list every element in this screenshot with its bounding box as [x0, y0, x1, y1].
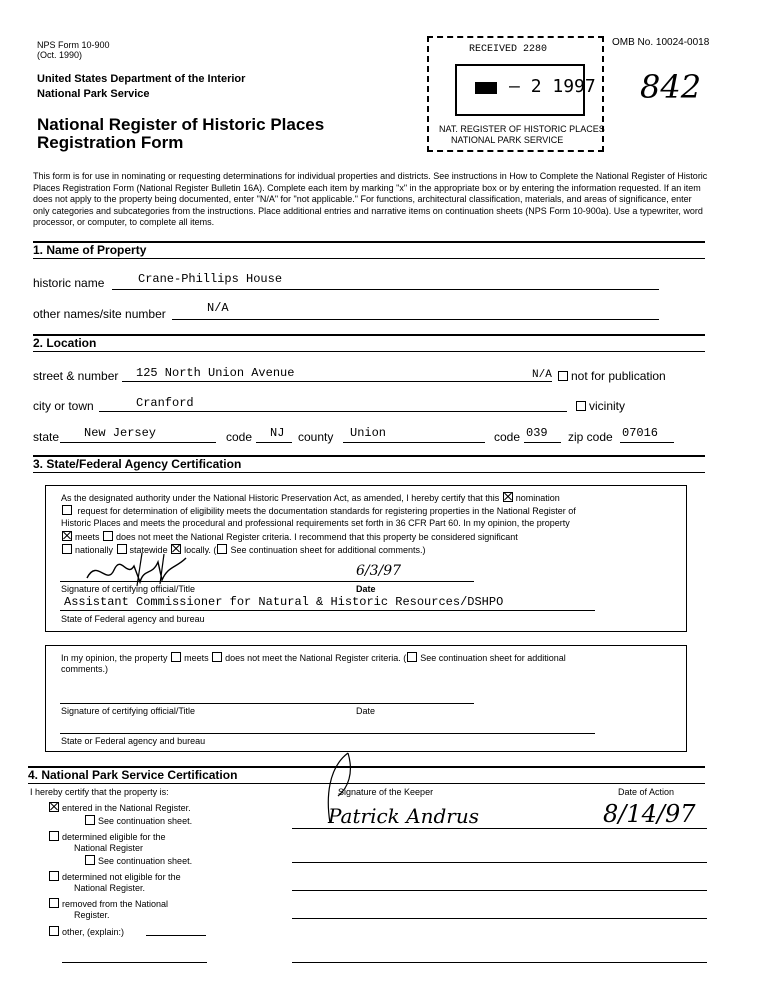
cert-line1: As the designated authority under the National Historic Preservation Act, as amended, I hereby certify that this [61, 493, 500, 503]
locally-label: locally. ( [184, 545, 217, 555]
department: United States Department of the Interior [37, 73, 246, 85]
other-names-value[interactable]: N/A [207, 301, 229, 315]
entered-continuation-label: See continuation sheet. [98, 816, 193, 826]
stamp-line2: NATIONAL PARK SERVICE [451, 135, 564, 145]
keeper-label: Signature of the Keeper [338, 787, 434, 797]
stamp-redaction [475, 82, 497, 94]
cert-line2: request for determination of eligibility meets the documentation standards for registering properties in the National Register of [77, 506, 576, 516]
request-checkbox[interactable] [62, 505, 72, 515]
signature-date-label: Date [356, 584, 376, 594]
eligible-label-2: National Register [74, 843, 144, 853]
action-date: 8/14/97 [603, 800, 696, 828]
opinion-meets-checkbox[interactable] [171, 652, 181, 662]
state-value[interactable]: New Jersey [84, 426, 157, 440]
removed-checkbox[interactable] [49, 898, 59, 908]
eligible-label-1: determined eligible for the [62, 832, 166, 842]
nationally-label: nationally [75, 545, 114, 555]
opinion-prefix: In my opinion, the property [61, 653, 168, 663]
keeper-signature: Patrick Andrus [328, 804, 479, 828]
agency-label-2: State or Federal agency and bureau [61, 736, 206, 746]
form-number: NPS Form 10-900 [37, 40, 110, 50]
county-code-value[interactable]: 039 [526, 426, 548, 440]
city-value[interactable]: Cranford [136, 396, 194, 410]
handwritten-number: 842 [640, 68, 702, 106]
certify-text: I hereby certify that the property is: [30, 787, 169, 797]
zip-value[interactable]: 07016 [622, 426, 659, 440]
nomination-label: nomination [515, 493, 560, 503]
not-eligible-checkbox[interactable] [49, 871, 59, 881]
county-value[interactable]: Union [350, 426, 387, 440]
state-code-label: code [226, 430, 253, 444]
signature-date: 6/3/97 [356, 563, 402, 579]
removed-label-2: Register. [74, 910, 110, 920]
county-code-label: code [494, 430, 521, 444]
agency-label: State of Federal agency and bureau [61, 614, 205, 624]
form-date: (Oct. 1990) [37, 50, 83, 60]
cert-line3: Historic Places and meets the procedural and professional requirements set forth in 36 CFR Part 60. In my opinion, the property [61, 518, 570, 528]
agency: National Park Service [37, 88, 150, 100]
vicinity-label: vicinity [589, 399, 626, 413]
street-value[interactable]: 125 North Union Avenue [136, 366, 295, 380]
county-label: county [298, 430, 334, 444]
removed-label-1: removed from the National [62, 899, 169, 909]
does-not-meet-label: does not meet the National Register criteria. I recommend that this property be considered significant [116, 532, 518, 542]
opinion-see-checkbox[interactable] [407, 652, 417, 662]
stamp-date: 2 1997 [530, 76, 596, 97]
historic-name-label: historic name [33, 276, 105, 290]
entered-checkbox[interactable] [49, 802, 59, 812]
street-na: N/A [532, 369, 552, 381]
date-of-action-label: Date of Action [618, 787, 675, 797]
opinion-meets-label: meets [184, 653, 209, 663]
eligible-continuation-label: See continuation sheet. [98, 856, 193, 866]
date-label-2: Date [356, 706, 376, 716]
stamp-received: RECEIVED 2280 [469, 44, 548, 55]
opinion-comments: comments.) [61, 664, 109, 674]
signature-label: Signature of certifying official/Title [61, 584, 196, 594]
section-3-heading: 3. State/Federal Agency Certification [33, 457, 242, 471]
section-1-heading: 1. Name of Property [33, 243, 147, 257]
nationally-checkbox[interactable] [62, 544, 72, 554]
section-4-heading: 4. National Park Service Certification [28, 768, 238, 782]
not-eligible-label-2: National Register. [74, 883, 146, 893]
section-2-heading: 2. Location [33, 336, 97, 350]
not-eligible-label-1: determined not eligible for the [62, 872, 181, 882]
eligible-continuation-checkbox[interactable] [85, 855, 95, 865]
vicinity-checkbox[interactable] [576, 401, 586, 411]
opinion-rest: does not meet the National Register criteria. ( [225, 653, 407, 663]
entered-label: entered in the National Register. [62, 803, 191, 813]
other-names-label: other names/site number [33, 307, 166, 321]
received-stamp [427, 36, 604, 152]
omb-number: OMB No. 10024-0018 [612, 37, 710, 48]
statewide-label: statewide [129, 545, 168, 555]
entered-continuation-checkbox[interactable] [85, 815, 95, 825]
official-title: Assistant Commissioner for Natural & Historic Resources/DSHPO [64, 595, 504, 609]
not-for-publication-checkbox[interactable] [558, 371, 568, 381]
does-not-meet-checkbox[interactable] [103, 531, 113, 541]
state-code-value[interactable]: NJ [270, 426, 285, 440]
other-checkbox[interactable] [49, 926, 59, 936]
form-title: National Register of Historic Places [37, 115, 325, 134]
zip-label: zip code [568, 430, 613, 444]
city-label: city or town [33, 399, 94, 413]
eligible-checkbox[interactable] [49, 831, 59, 841]
signature-label-2: Signature of certifying official/Title [61, 706, 196, 716]
opinion-does-not-meet-checkbox[interactable] [212, 652, 222, 662]
stamp-line1: NAT. REGISTER OF HISTORIC PLACES [439, 124, 605, 134]
meets-checkbox[interactable] [62, 531, 72, 541]
historic-name-value[interactable]: Crane-Phillips House [138, 272, 283, 286]
other-label: other, (explain:) [62, 927, 125, 937]
instructions: This form is for use in nominating or requesting determinations for individual properties and districts. See instructions in How to Complete the National Register of Historic Places Registration Form (National Register Bulletin 16A). Complete each item by marking "x" in the appropriate box or by entering the information requested. If an item does not apply to the property being documented, enter "N/A" for "not applicable." For functions, architectural classification, materials, and areas of significance, enter only categories and subcategories from the instructions. Place additional entries and narrative items on continuation sheets (NPS Form 10-900a). Use a typewriter, word processor, or computer, to complete all items. [33, 171, 708, 227]
street-label: street & number [33, 369, 119, 383]
see-continuation-label: See continuation sheet for additional comments.) [230, 545, 426, 555]
meets-label: meets [75, 532, 100, 542]
state-label: state [33, 430, 60, 444]
see-continuation-checkbox[interactable] [217, 544, 227, 554]
not-for-publication-label: not for publication [571, 369, 666, 383]
nomination-checkbox[interactable] [503, 492, 513, 502]
form-subtitle: Registration Form [37, 133, 184, 152]
opinion-see: See continuation sheet for additional [420, 653, 566, 663]
stamp-date-box: – 2 1997 [455, 64, 585, 116]
